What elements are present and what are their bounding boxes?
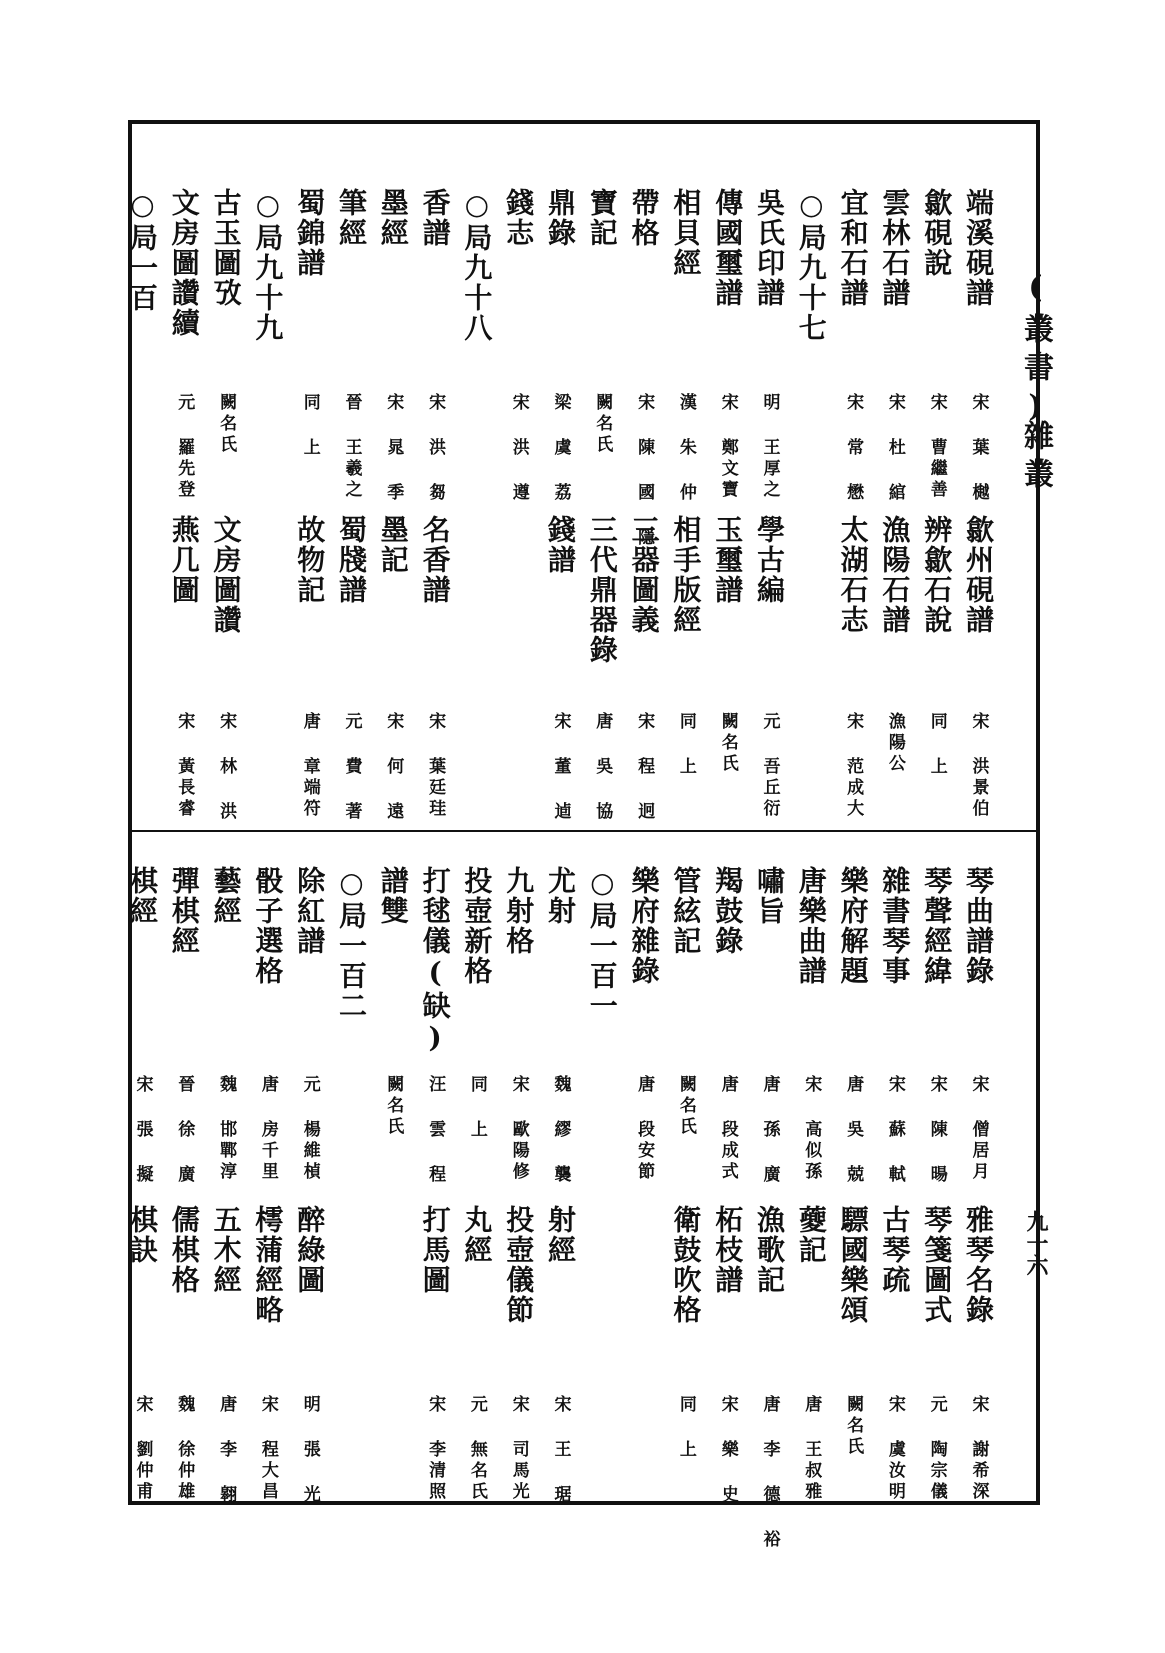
section-divider [128, 830, 1040, 832]
lower-title-entry: 投壺新格 [460, 866, 494, 986]
lower-title-entry: ○局一百二 [335, 866, 368, 1021]
lower-author-entry: 唐 吳 兢 [843, 1075, 864, 1186]
lower-title-entry: 棋訣 [126, 1205, 159, 1265]
upper-title-entry: 名香譜 [418, 515, 452, 605]
lower-author-entry: 宋 陳 暘 [926, 1075, 947, 1186]
lower-author-entry: 宋 李清照 [425, 1395, 446, 1503]
upper-author-entry: 宋 洪 芻 [425, 393, 446, 504]
lower-title-entry: 譜雙 [376, 866, 410, 926]
lower-title-entry: 醉綠圖 [293, 1205, 327, 1295]
lower-author-entry: 同 上 [675, 1395, 696, 1461]
upper-title-entry: 辨歙石說 [920, 515, 954, 635]
lower-author-entry: 宋 程大昌 [257, 1395, 278, 1503]
lower-author-entry: 宋 高似孫 [801, 1075, 822, 1183]
lower-title-entry: 九射格 [502, 866, 536, 956]
upper-author-entry: 闕名氏 [592, 393, 613, 456]
upper-title-entry: ○局九十九 [251, 188, 285, 343]
lower-title-entry: 管絃記 [669, 866, 703, 956]
upper-title-entry: 古玉圖攷 [209, 188, 243, 308]
lower-title-entry: 尤射 [544, 866, 577, 926]
lower-title-entry: 驃國樂頌 [836, 1205, 870, 1325]
lower-title-entry: 琴箋圖式 [920, 1205, 954, 1325]
lower-title-entry: 雅琴名錄 [962, 1205, 995, 1325]
lower-author-entry: 宋 樂 史 [717, 1395, 738, 1506]
upper-author-entry: 漁陽公 [884, 712, 905, 775]
lower-title-entry: 樂府解題 [836, 866, 870, 986]
lower-title-entry: 丸經 [460, 1205, 494, 1265]
upper-title-entry: 傳國璽譜 [711, 188, 745, 308]
upper-title-entry: 燕几圖 [167, 515, 201, 605]
upper-author-entry: 宋 葉 樾 [968, 393, 989, 504]
upper-title-entry: 雲林石譜 [878, 188, 912, 308]
lower-author-entry: 宋 蘇 軾 [884, 1075, 905, 1186]
upper-author-entry: 宋 鄭文寶 [717, 393, 738, 501]
lower-author-entry: 宋 虞汝明 [884, 1395, 905, 1503]
upper-title-entry: 學古編 [753, 515, 786, 605]
upper-author-entry: 宋 晁 季 [383, 393, 404, 504]
upper-author-entry: 唐 吳 協 [592, 712, 613, 823]
lower-author-entry: 同 上 [466, 1075, 487, 1141]
upper-author-entry: 同 上 [299, 393, 320, 459]
upper-title-entry: 鼎錄 [544, 188, 577, 248]
upper-title-entry: 三器圖義 [627, 515, 661, 635]
upper-title-entry: 宜和石譜 [836, 188, 870, 308]
upper-author-entry: 元 羅先登 [174, 393, 195, 501]
lower-title-entry: 藝經 [209, 866, 243, 926]
lower-author-entry: 元 陶宗儀 [926, 1395, 947, 1503]
upper-author-entry: 宋 董 逌 [550, 712, 571, 823]
lower-title-entry: 唐樂曲譜 [794, 866, 828, 986]
upper-author-entry: 宋 洪景伯 [968, 712, 989, 820]
lower-title-entry: 打毬儀(缺) [418, 866, 452, 1056]
lower-title-entry: 琴聲經緯 [920, 866, 954, 986]
lower-author-entry: 晉 徐 廣 [174, 1075, 195, 1186]
upper-author-entry: 唐 章端符 [299, 712, 320, 820]
lower-author-entry: 明 張 光 [299, 1395, 320, 1506]
upper-title-entry: 歙州硯譜 [962, 515, 995, 635]
lower-title-entry: 打馬圖 [418, 1205, 452, 1295]
upper-title-entry: ○局一百 [126, 188, 159, 313]
lower-author-entry: 宋 僧居月 [968, 1075, 989, 1183]
upper-title-entry: 相手版經 [669, 515, 703, 635]
lower-title-entry: 儒棋格 [167, 1205, 201, 1295]
upper-author-entry: 宋 陳 國 隱 [634, 393, 655, 549]
upper-author-entry: 宋 林 洪 [216, 712, 237, 823]
lower-title-entry: 骰子選格 [251, 866, 285, 986]
lower-title-entry: 古琴疏 [878, 1205, 912, 1295]
upper-author-entry: 闕名氏 [717, 712, 738, 775]
upper-title-entry: 筆經 [335, 188, 368, 248]
lower-author-entry: 魏 徐仲雄 [174, 1395, 195, 1503]
lower-author-entry: 闕名氏 [383, 1075, 404, 1138]
upper-author-entry: 宋 黃長睿 [174, 712, 195, 820]
upper-title-entry: 故物記 [293, 515, 327, 605]
lower-author-entry: 魏 繆 襲 [550, 1075, 571, 1186]
lower-title-entry: 䕫記 [794, 1205, 828, 1265]
lower-author-entry: 唐 李 德 裕 [759, 1395, 780, 1551]
lower-author-entry: 闕名氏 [675, 1075, 696, 1138]
upper-author-entry: 宋 葉廷珪 [425, 712, 446, 820]
upper-author-entry: 漢 朱 仲 [675, 393, 696, 504]
upper-title-entry: 蜀錦譜 [293, 188, 327, 278]
upper-title-entry: 太湖石志 [836, 515, 870, 635]
upper-author-entry: 宋 程 迥 [634, 712, 655, 823]
upper-author-entry: 元 費 著 [341, 712, 362, 823]
upper-title-entry: 三代鼎器錄 [585, 515, 619, 665]
upper-title-entry: 墨記 [376, 515, 410, 575]
upper-title-entry: 文房圖讚續 [167, 188, 201, 338]
upper-title-entry: ○局九十七 [794, 188, 828, 343]
lower-title-entry: 射經 [544, 1205, 577, 1265]
lower-author-entry: 唐 李 翱 [216, 1395, 237, 1506]
lower-title-entry: 除紅譜 [293, 866, 327, 956]
upper-author-entry: 宋 何 遠 [383, 712, 404, 823]
lower-title-entry: 五木經 [209, 1205, 243, 1295]
lower-author-entry: 宋 張 擬 [132, 1075, 153, 1186]
lower-title-entry: 雜書琴事 [878, 866, 912, 986]
lower-title-entry: 琴曲譜錄 [962, 866, 995, 986]
page-number: 九一六 [1023, 1210, 1049, 1276]
upper-title-entry: 錢志 [502, 188, 536, 248]
upper-title-entry: 玉璽譜 [711, 515, 745, 605]
upper-title-entry: 帶格 [627, 188, 661, 248]
upper-author-entry: 晉 王羲之 [341, 393, 362, 501]
upper-author-entry: 宋 常 懋 [843, 393, 864, 504]
upper-title-entry: 端溪硯譜 [962, 188, 995, 308]
upper-title-entry: 寶記 [585, 188, 619, 248]
lower-title-entry: 漁歌記 [753, 1205, 786, 1295]
lower-title-entry: 樗蒲經略 [251, 1205, 285, 1325]
upper-author-entry: 闕名氏 [216, 393, 237, 456]
upper-title-entry: 文房圖讚 [209, 515, 243, 635]
lower-title-entry: 投壺儀節 [502, 1205, 536, 1325]
upper-title-entry: 相貝經 [669, 188, 703, 278]
lower-title-entry: 彈棋經 [167, 866, 201, 956]
lower-title-entry: 衛鼓吹格 [669, 1205, 703, 1325]
upper-author-entry: 宋 曹繼善 [926, 393, 947, 501]
lower-author-entry: 宋 劉仲甫 [132, 1395, 153, 1503]
lower-author-entry: 魏 邯鄲淳 [216, 1075, 237, 1183]
lower-title-entry: 樂府雜錄 [627, 866, 661, 986]
lower-title-entry: 嘯旨 [753, 866, 786, 926]
lower-author-entry: 唐 段成式 [717, 1075, 738, 1183]
upper-author-entry: 同 上 [675, 712, 696, 778]
lower-title-entry: 棋經 [126, 866, 159, 926]
upper-author-entry: 元 吾丘衍 [759, 712, 780, 820]
lower-title-entry: ○局一百一 [585, 866, 619, 1021]
lower-author-entry: 元 無名氏 [466, 1395, 487, 1503]
upper-author-entry: 宋 范成大 [843, 712, 864, 820]
lower-author-entry: 唐 房千里 [257, 1075, 278, 1183]
upper-author-entry: 梁 虞 荔 [550, 393, 571, 504]
upper-author-entry: 宋 杜 綰 [884, 393, 905, 504]
lower-author-entry: 宋 謝希深 [968, 1395, 989, 1503]
upper-title-entry: 蜀牋譜 [335, 515, 368, 605]
upper-title-entry: 墨經 [376, 188, 410, 248]
upper-title-entry: 香譜 [418, 188, 452, 248]
upper-title-entry: 漁陽石譜 [878, 515, 912, 635]
lower-author-entry: 元 楊維楨 [299, 1075, 320, 1183]
lower-title-entry: 柘枝譜 [711, 1205, 745, 1295]
lower-author-entry: 汪 雲 程 [425, 1075, 446, 1186]
upper-title-entry: ○局九十八 [460, 188, 494, 343]
category-title: 雜叢 [1018, 420, 1053, 496]
lower-title-entry: 羯鼓錄 [711, 866, 745, 956]
upper-title-entry: 錢譜 [544, 515, 577, 575]
upper-title-entry: 吳氏印譜 [753, 188, 786, 308]
lower-author-entry: 唐 王叔雅 [801, 1395, 822, 1503]
upper-title-entry: 歙硯說 [920, 188, 954, 278]
lower-author-entry: 宋 司馬光 [508, 1395, 529, 1503]
lower-author-entry: 闕名氏 [843, 1395, 864, 1458]
series-label: (叢書) [1018, 270, 1053, 432]
lower-author-entry: 宋 王 琚 [550, 1395, 571, 1506]
upper-author-entry: 同 上 [926, 712, 947, 778]
upper-author-entry: 明 王厚之 [759, 393, 780, 501]
upper-author-entry: 宋 洪 遵 [508, 393, 529, 504]
lower-author-entry: 唐 段安節 [634, 1075, 655, 1183]
lower-author-entry: 唐 孫 廣 [759, 1075, 780, 1186]
lower-author-entry: 宋 歐陽修 [508, 1075, 529, 1183]
